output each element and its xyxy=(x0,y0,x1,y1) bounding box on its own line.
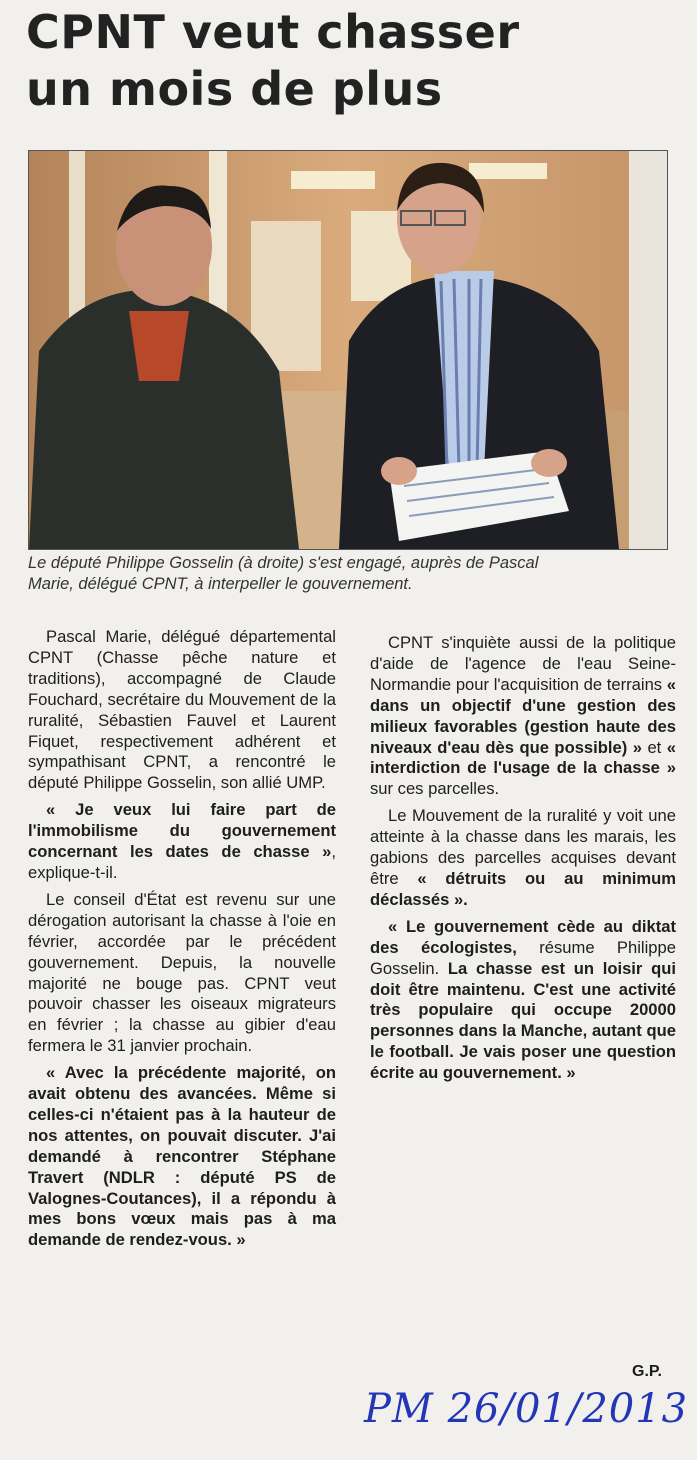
two-men-photo-illustration xyxy=(29,151,667,549)
quote-loisir: La chasse est un loisir qui doit être maintenu. C'est une activité très populaire qui occupe 20000 personnes dans la Manche, autant que le football. Je vais poser une question écrite au gouvernement. » xyxy=(370,958,676,1083)
article-photo xyxy=(28,150,668,550)
headline-line-1: CPNT veut chasser xyxy=(26,5,520,59)
paragraph-6-text-a: Le Mouvement de la ruralité y voit une atteinte à la chasse dans les marais, les gabions des parcelles acquises devant être xyxy=(370,806,676,888)
article-column-right xyxy=(370,627,676,1090)
handwritten-date-stamp: PM 26/01/2013 xyxy=(364,1386,689,1432)
paragraph-5-text-a: CPNT s'inquiète aussi de la politique d'aide de l'agence de l'eau Seine-Normandie pour l'acquisition de terrains xyxy=(370,633,676,694)
author-signature: G.P. xyxy=(632,1363,662,1380)
headline xyxy=(26,4,666,118)
quote-objectif-gestion: « dans un objectif d'une gestion des milieux favorables (gestion haute des niveaux d'eau dès que possible) » xyxy=(370,674,676,757)
paragraph-5 xyxy=(370,633,676,800)
caption-line-2: Marie, délégué CPNT, à interpeller le gouvernement. xyxy=(28,575,413,593)
headline-line-2: un mois de plus xyxy=(26,62,443,116)
photo-caption xyxy=(28,553,668,595)
paragraph-5-text-e: sur ces parcelles. xyxy=(370,779,500,799)
paragraph-2-rest: , explique-t-il. xyxy=(28,842,336,882)
quote-immobilisme: « Je veux lui faire part de l'immobilisme du gouvernement concernant les dates de chasse » xyxy=(28,800,336,862)
paragraph-3: Le conseil d'État est revenu sur une dérogation autorisant la chasse à l'oie en février, accordée par le précédent gouvernement. Depuis, la nouvelle majorité ne bouge pas. CPNT veut pouvoir chasser les oiseaux migrateurs en février ; la chasse au gibier d'eau fermera le 31 janvier prochain. xyxy=(28,889,336,1056)
paragraph-2 xyxy=(28,800,336,884)
quote-interdiction: « interdiction de l'usage de la chasse » xyxy=(370,737,676,778)
caption-line-1: Le député Philippe Gosselin (à droite) s'est engagé, auprès de Pascal xyxy=(28,554,539,572)
paragraph-7-text-b: résume Philippe Gosselin. xyxy=(370,937,676,978)
paragraph-5-text-c: et xyxy=(641,737,667,757)
paragraph-7 xyxy=(370,917,676,1084)
quote-detruits: « détruits ou au minimum déclassés ». xyxy=(370,868,676,909)
quote-diktat: « Le gouvernement cède au diktat des écologistes, xyxy=(370,916,676,957)
paragraph-6 xyxy=(370,806,676,911)
quote-precedente-majorite: « Avec la précédente majorité, on avait obtenu des avancées. Même si celles-ci n'étaient pas à la hauteur de nos attentes, on pouvait discuter. J'ai demandé à rencontrer Stéphane Travert (NDLR : député PS de Valognes-Coutances), il a répondu à mes bons vœux mais pas à ma demande de rendez-vous. » xyxy=(28,1063,336,1250)
paragraph-4 xyxy=(28,1063,336,1251)
article-column-left xyxy=(28,627,336,1251)
paragraph-1: Pascal Marie, délégué départemental CPNT (Chasse pêche nature et traditions), accompagné de Claude Fouchard, secrétaire du Mouvement de la ruralité, Sébastien Fauvel et Laurent Fiquet, respectivement adhérent et sympathisant CPNT, a rencontré le député Philippe Gosselin, son allié UMP. xyxy=(28,627,336,793)
